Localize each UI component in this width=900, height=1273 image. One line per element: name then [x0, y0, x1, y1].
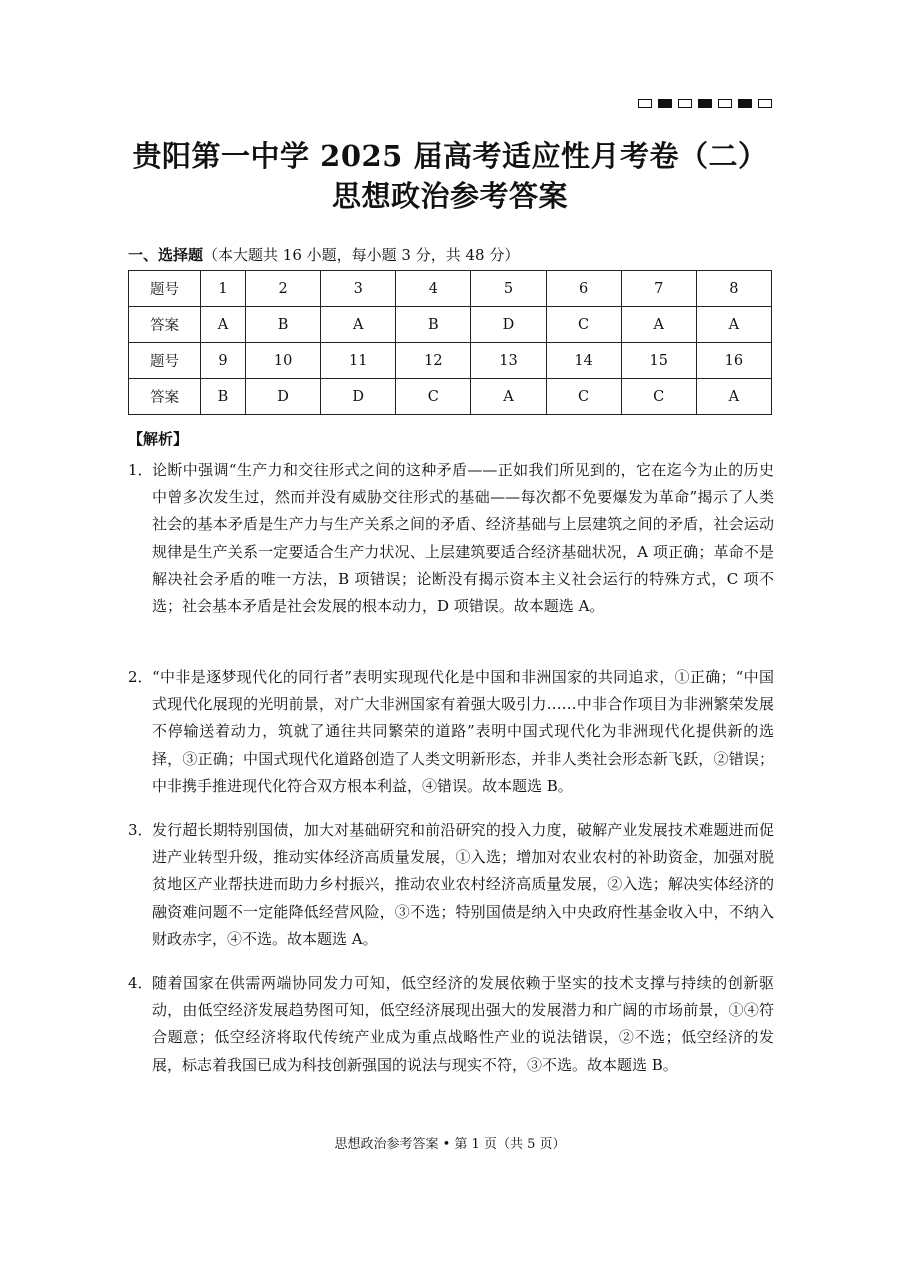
analysis-item-2 [128, 664, 774, 800]
answer-table-row [129, 271, 772, 307]
answer-cell: 15 [621, 343, 696, 379]
exam-subtitle: 思想政治参考答案 [331, 179, 568, 213]
answer-cell: C [546, 307, 621, 343]
answer-cell: D [321, 379, 396, 415]
answer-cell: 7 [621, 271, 696, 307]
item-number: 4． [128, 974, 153, 992]
answer-cell: A [201, 307, 246, 343]
answer-cell: 6 [546, 271, 621, 307]
empty-square-icon [758, 99, 772, 108]
answer-cell: 9 [201, 343, 246, 379]
section-note: （本大题共 16 小题，每小题 3 分，共 48 分） [203, 246, 520, 264]
answer-cell: C [621, 379, 696, 415]
answer-table-row [129, 307, 772, 343]
answer-cell: 5 [471, 271, 546, 307]
item-text: 发行超长期特别国债，加大对基础研究和前沿研究的投入力度，破解产业发展技术难题进而促进产业转型升级，推动实体经济高质量发展，①入选；增加对农业农村的补助资金，加强对脱贫地区产业帮扶进而助力乡村振兴，推动农业农村经济高质量发展，②入选；解决实体经济的融资难问题不一定能降低经营风险，③不选；特别国债是纳入中央政府性基金收入中，不纳入财政赤字，④不选。故本题选 A。 [152, 821, 774, 948]
answer-cell: 10 [246, 343, 321, 379]
analysis-item-3 [128, 817, 774, 953]
answer-cell: A [471, 379, 546, 415]
answer-cell: A [696, 307, 771, 343]
item-text: 随着国家在供需两端协同发力可知，低空经济的发展依赖于坚实的技术支撑与持续的创新驱动，由低空经济发展趋势图可知，低空经济展现出强大的发展潜力和广阔的市场前景，①④符合题意；低空经济将取代传统产业成为重点战略性产业的说法错误，②不选；低空经济的发展，标志着我国已成为科技创新强国的说法与现实不符，③不选。故本题选 B。 [152, 974, 774, 1074]
answer-cell: C [396, 379, 471, 415]
filled-square-icon [658, 99, 672, 108]
empty-square-icon [678, 99, 692, 108]
item-text: “中非是逐梦现代化的同行者”表明实现现代化是中国和非洲国家的共同追求，①正确；“中国式现代化展现的光明前景，对广大非洲国家有着强大吸引力……中非合作项目为非洲繁荣发展不停输送着动力，筑就了通往共同繁荣的道路”表明中国式现代化为非洲现代化提供新的选择，③正确；中国式现代化道路创造了人类文明新形态，并非人类社会形态新飞跃，②错误；中非携手推进现代化符合双方根本利益，④错误。故本题选 B。 [152, 668, 774, 795]
analysis-item-1 [128, 457, 774, 620]
answer-cell: 8 [696, 271, 771, 307]
answer-cell: B [396, 307, 471, 343]
answer-cell: 11 [321, 343, 396, 379]
answer-cell: D [246, 379, 321, 415]
answer-cell: B [201, 379, 246, 415]
answer-cell: 13 [471, 343, 546, 379]
item-text: 论断中强调“生产力和交往形式之间的这种矛盾——正如我们所见到的，它在迄今为止的历史中曾多次发生过，然而并没有威胁交往形式的基础——每次都不免要爆发为革命”揭示了人类社会的基本矛盾是生产力与生产关系之间的矛盾、经济基础与上层建筑之间的矛盾，社会运动规律是生产关系一定要适合生产力状况、上层建筑要适合经济基础状况，A 项正确；革命不是解决社会矛盾的唯一方法，B 项错误；论断没有揭示资本主义社会运行的特殊方式，C 项不选；社会基本矛盾是社会发展的根本动力，D 项错误。故本题选 A。 [152, 461, 774, 616]
empty-square-icon [638, 99, 652, 108]
answer-cell: 3 [321, 271, 396, 307]
answer-cell: A [696, 379, 771, 415]
answer-cell: A [321, 307, 396, 343]
row-header-cell: 答案 [129, 307, 201, 343]
answer-table-row [129, 379, 772, 415]
filled-square-icon [698, 99, 712, 108]
analysis-heading: 【解析】 [128, 430, 189, 448]
answer-cell: 12 [396, 343, 471, 379]
row-header-cell: 答案 [129, 379, 201, 415]
exam-title: 贵阳第一中学 2025 届高考适应性月考卷（二） [132, 139, 768, 173]
answer-cell: 14 [546, 343, 621, 379]
answer-cell: A [621, 307, 696, 343]
item-number: 2． [128, 668, 153, 686]
answer-cell: 2 [246, 271, 321, 307]
answer-table [128, 270, 772, 415]
section-label: 一、选择题 [128, 246, 204, 264]
empty-square-icon [718, 99, 732, 108]
answer-cell: 16 [696, 343, 771, 379]
filled-square-icon [738, 99, 752, 108]
section-heading [128, 244, 519, 265]
item-number: 3． [128, 821, 153, 839]
answer-cell: 1 [201, 271, 246, 307]
answer-table-row [129, 343, 772, 379]
analysis-item-4 [128, 970, 774, 1079]
item-number: 1． [128, 461, 153, 479]
answer-cell: B [246, 307, 321, 343]
row-header-cell: 题号 [129, 271, 201, 307]
row-header-cell: 题号 [129, 343, 201, 379]
answer-cell: C [546, 379, 621, 415]
answer-cell: 4 [396, 271, 471, 307]
page-code-marks [638, 99, 772, 108]
answer-cell: D [471, 307, 546, 343]
page-footer: 思想政治参考答案 • 第 1 页（共 5 页） [334, 1137, 566, 1152]
